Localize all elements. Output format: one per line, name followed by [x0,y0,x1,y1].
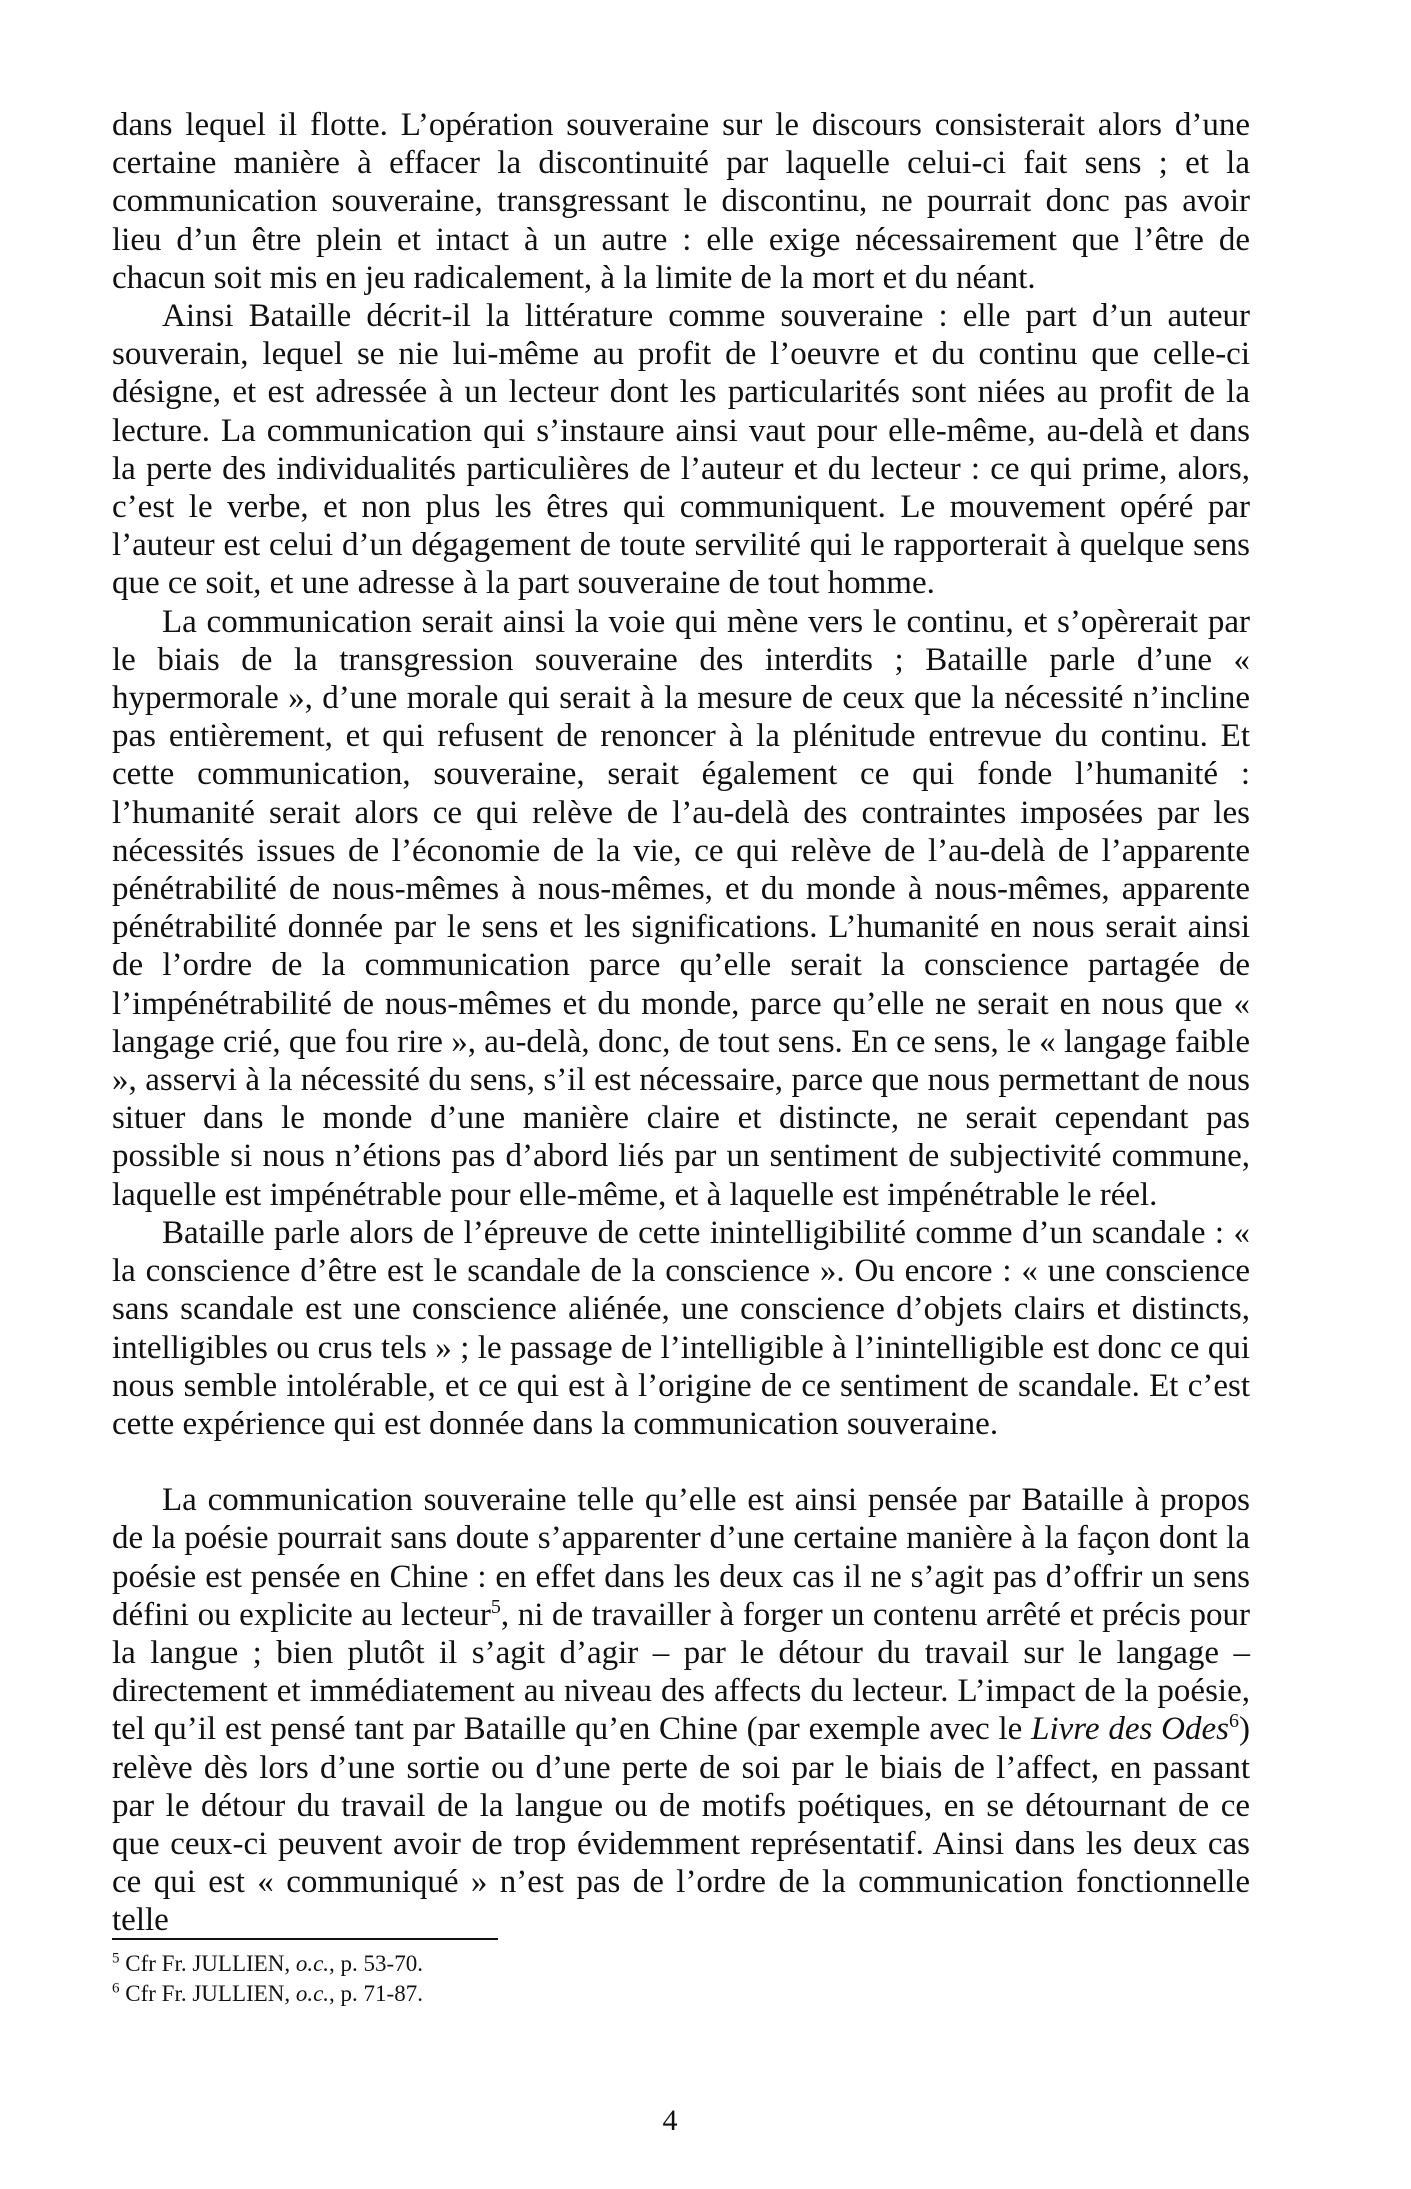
page-number: 4 [662,2104,678,2137]
footnote-number: 5 [112,1950,120,1967]
footnote-pages: , p. 71-87. [329,1981,423,2006]
footnote-pages: , p. 53-70. [329,1951,423,1976]
footnotes [112,1949,1012,2009]
paragraph-5-part-3: ) relève dès lors d’une sortie ou d’une perte de soi par le biais de l’affect, en passant par le détour du travail de la langue ou de motifs poétiques, en se détournant de ce que ceux-ci peuvent avoir de trop évidemment représentatif. Ainsi dans les deux cas ce qui est « communiqué » n’est pas de l’ordre de la communication fonctionnelle telle [112,1711,1250,1939]
body-text [112,106,1250,1940]
paragraph-5 [112,1481,1250,1939]
footnote-text: Cfr Fr. JULLIEN, [119,1951,296,1976]
footnote-ref-5: 5 [490,1595,501,1618]
paragraph-5-part-1: La communication souveraine telle qu’elle est ainsi pensée par Bataille à propos de la poésie pourrait sans doute s’apparenter d’une certaine manière à la façon dont la poésie est pensée en Chine : en effet dans les deux cas il ne s’agit pas d’offrir un sens défini ou explicite au lecteur [112,1482,1250,1633]
footnote-separator [112,1938,498,1940]
footnote-ref-6: 6 [1229,1710,1239,1733]
book-title: Livre des Odes [1031,1711,1229,1748]
footnote-number: 6 [112,1980,120,1997]
footnote-5 [112,1949,1012,1979]
paragraph-2: Ainsi Bataille décrit-il la littérature comme souveraine : elle part d’un auteur souverain, lequel se nie lui-même au profit de l’oeuvre et du continu que celle-ci désigne, et est adressée à un lecteur dont les particularités sont niées au profit de la lecture. La communication qui s’instaure ainsi vaut pour elle-même, au-delà et dans la perte des individualités particulières de l’auteur et du lecteur : ce qui prime, alors, c’est le verbe, et non plus les êtres qui communiquent. Le mouvement opéré par l’auteur est celui d’un dégagement de toute servilité qui le rapporterait à quelque sens que ce soit, et une adresse à la part souveraine de tout homme. [112,298,1250,602]
paragraph-3: La communication serait ainsi la voie qui mène vers le continu, et s’opèrerait par le biais de la transgression souveraine des interdits ; Bataille parle d’une « hypermorale », d’une morale qui serait à la mesure de ceux que la nécessité n’incline pas entièrement, et qui refusent de renoncer à la plénitude entrevue du continu. Et cette communication, souveraine, serait également ce qui fonde l’humanité : l’humanité serait alors ce qui relève de l’au-delà des contraintes imposées par les nécessités issues de l’économie de la vie, ce qui relève de l’au-delà de l’apparente pénétrabilité de nous-mêmes à nous-mêmes, et du monde à nous-mêmes, apparente pénétrabilité donnée par le sens et les significations. L’humanité en nous serait ainsi de l’ordre de la communication parce qu’elle serait la conscience partagée de l’impénétrabilité de nous-mêmes et du monde, parce qu’elle ne serait en nous que « langage crié, que fou rire », au-delà, donc, de tout sens. En ce sens, le « langage faible », asservi à la nécessité du sens, s’il est nécessaire, parce que nous permettant de nous situer dans le monde d’une manière claire et distincte, ne serait cependant pas possible si nous n’étions pas d’abord liés par un sentiment de subjectivité commune, laquelle est impénétrable pour elle-même, et à laquelle est impénétrable le réel. [112,603,1250,1213]
footnote-abbrev: o.c. [295,1981,330,2006]
footnote-abbrev: o.c. [295,1951,330,1976]
paragraph-4: Bataille parle alors de l’épreuve de cette inintelligibilité comme d’un scandale : « la conscience d’être est le scandale de la conscience ». Ou encore : « une conscience sans scandale est une conscience aliénée, une conscience d’objets clairs et distincts, intelligibles ou crus tels » ; le passage de l’intelligible à l’inintelligible est donc ce qui nous semble intolérable, et ce qui est à l’origine de ce sentiment de scandale. Et c’est cette expérience qui est donnée dans la communication souveraine. [112,1214,1250,1442]
paragraph-5-part-2: , ni de travailler à forger un contenu arrêté et précis pour la langue ; bien plutôt il s’agit d’agir – par le détour du travail sur le langage – directement et immédiatement au niveau des affects du lecteur. L’impact de la poésie, tel qu’il est pensé tant par Bataille qu’en Chine (par exemple avec le [112,1596,1250,1748]
footnote-text: Cfr Fr. JULLIEN, [119,1981,296,2006]
paragraph-1: dans lequel il flotte. L’opération souveraine sur le discours consisterait alors d’une certaine manière à effacer la discontinuité par laquelle celui-ci fait sens ; et la communication souveraine, transgressant le discontinu, ne pourrait donc pas avoir lieu d’un être plein et intact à un autre : elle exige nécessairement que l’être de chacun soit mis en jeu radicalement, à la limite de la mort et du néant. [112,107,1250,296]
footnote-6 [112,1979,1012,2009]
